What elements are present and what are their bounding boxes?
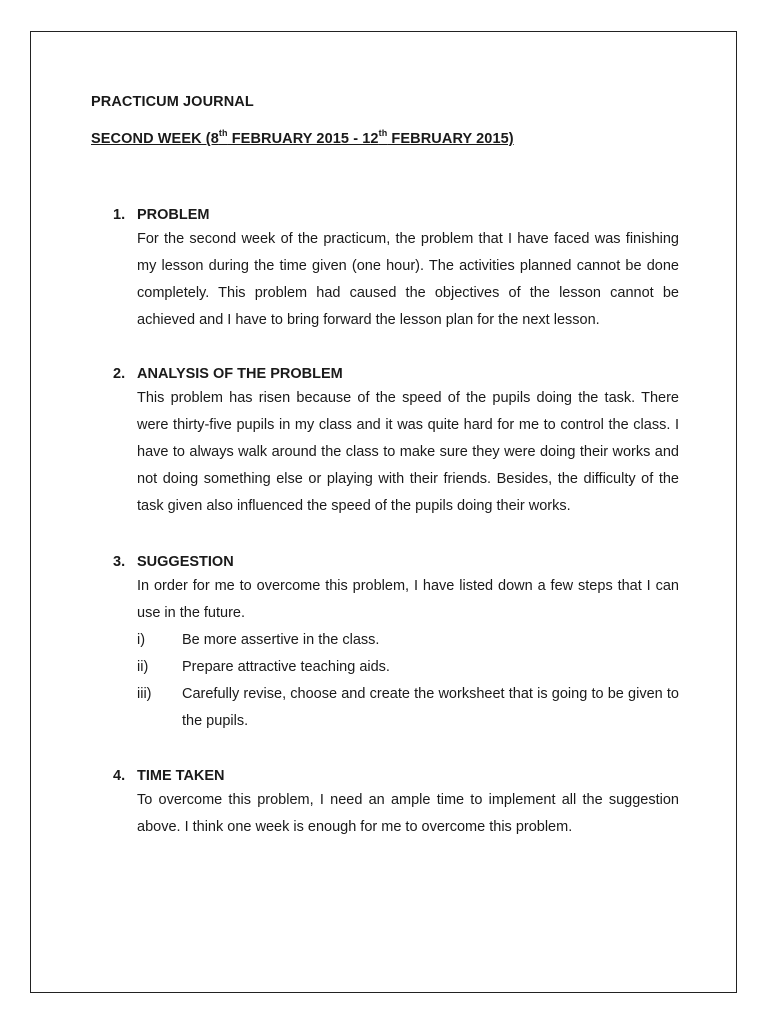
subtitle-sup-start: th bbox=[218, 128, 228, 139]
section-number: 3. bbox=[113, 554, 126, 570]
list-marker: ii) bbox=[137, 659, 149, 675]
subtitle-middle: FEBRUARY 2015 - 12 bbox=[227, 131, 379, 147]
section-heading bbox=[113, 363, 679, 385]
subtitle-suffix: FEBRUARY 2015) bbox=[387, 131, 514, 147]
list-marker: i) bbox=[137, 632, 146, 648]
subtitle-sup-end: th bbox=[378, 128, 388, 139]
section-problem bbox=[113, 204, 679, 334]
journal-title: PRACTICUM JOURNAL bbox=[91, 94, 254, 110]
section-body: For the second week of the practicum, the problem that I have faced was finishing my lesson during the time given (one hour). The activities planned cannot be done completely. This problem had caused the objectives of the lesson cannot be achieved and I have to bring forward the lesson plan for the next lesson. bbox=[137, 231, 679, 328]
section-title: ANALYSIS OF THE PROBLEM bbox=[137, 366, 343, 382]
section-title: PROBLEM bbox=[137, 207, 210, 223]
section-time-taken bbox=[113, 765, 679, 841]
list-item bbox=[137, 681, 679, 735]
section-title: TIME TAKEN bbox=[137, 768, 225, 784]
week-subtitle bbox=[91, 128, 514, 147]
list-item-text: Be more assertive in the class. bbox=[182, 632, 380, 648]
suggestion-list bbox=[137, 627, 679, 735]
section-suggestion bbox=[113, 551, 679, 735]
section-number: 2. bbox=[113, 366, 126, 382]
section-number: 4. bbox=[113, 768, 126, 784]
section-body: This problem has risen because of the speed of the pupils doing the task. There were thirty-five pupils in my class and it was quite hard for me to control the class. I have to always walk around the class to make sure they were doing their works and not doing something else or playing with their friends. Besides, the difficulty of the task given also influenced the speed of the pupils doing their works. bbox=[137, 390, 679, 514]
section-body: To overcome this problem, I need an ample time to implement all the suggestion above. I think one week is enough for me to overcome this problem. bbox=[137, 792, 679, 835]
list-item-text: Carefully revise, choose and create the worksheet that is going to be given to the pupils. bbox=[182, 686, 679, 729]
list-item-text: Prepare attractive teaching aids. bbox=[182, 659, 390, 675]
section-number: 1. bbox=[113, 207, 126, 223]
section-heading bbox=[113, 551, 679, 573]
document-page bbox=[30, 31, 737, 993]
section-heading bbox=[113, 765, 679, 787]
list-item bbox=[137, 627, 679, 654]
suggestion-intro: In order for me to overcome this problem, I have listed down a few steps that I can use in the future. bbox=[137, 578, 679, 621]
section-analysis bbox=[113, 363, 679, 520]
subtitle-prefix: SECOND WEEK (8 bbox=[91, 131, 219, 147]
section-heading bbox=[113, 204, 679, 226]
section-title: SUGGESTION bbox=[137, 554, 234, 570]
section-body bbox=[137, 573, 679, 735]
list-item bbox=[137, 654, 679, 681]
list-marker: iii) bbox=[137, 686, 152, 702]
